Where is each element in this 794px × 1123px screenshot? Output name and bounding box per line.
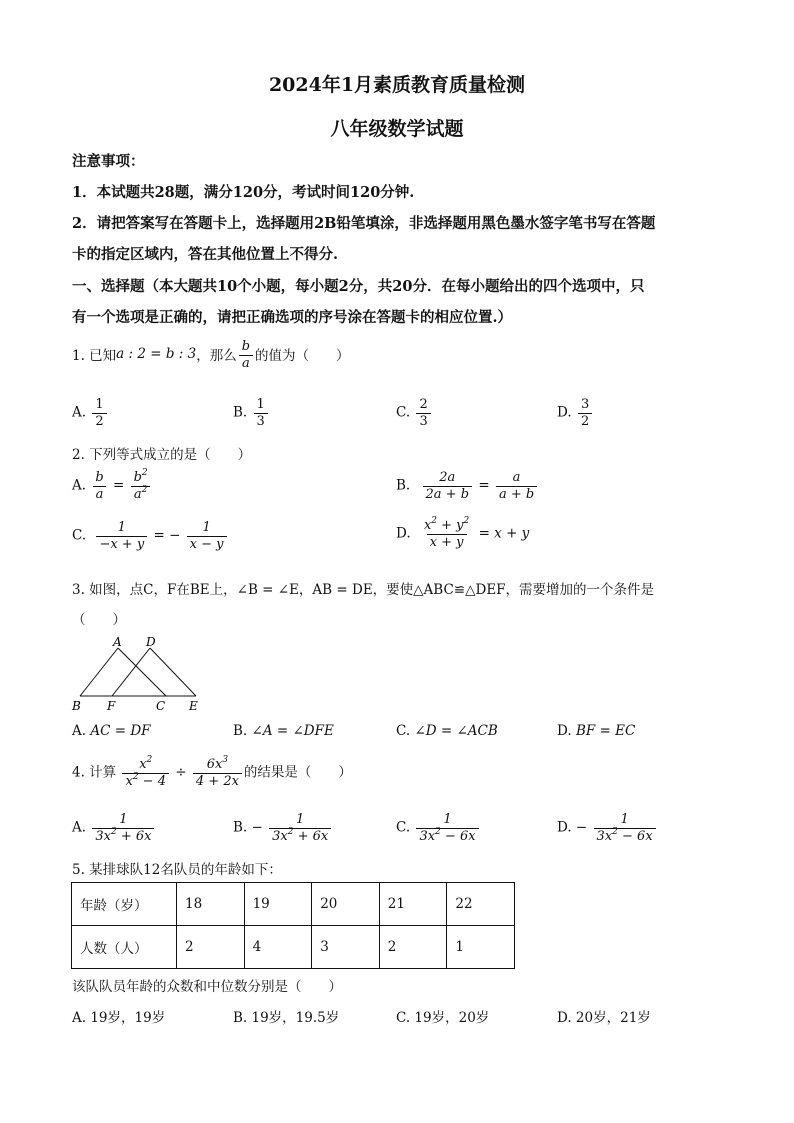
q5-option-d: D. 20岁，21岁 [557, 1010, 651, 1026]
q3-option-b: B. ∠A = ∠DFE [233, 723, 334, 739]
notes-line-2a: 2．请把答案写在答题卡上，选择题用2B铅笔填涂，非选择题用黑色墨水签字笔书写在答题 [72, 215, 656, 232]
notes-line-2b: 卡的指定区域内，答在其他位置上不得分. [72, 246, 339, 263]
q1-suffix: 的值为（ ） [255, 348, 350, 365]
point-e-label: E [189, 699, 198, 713]
triangles-figure [70, 635, 210, 713]
q1-mid: ，那么 [196, 348, 237, 365]
table-cell: 4 [244, 926, 312, 969]
q4-option-c: C. $\frac{1}{3x^2 - 6x}$ [396, 813, 481, 843]
point-d-label: D [146, 635, 156, 649]
line-ab [80, 648, 118, 696]
question-3-stem-line-2: （ ） [72, 612, 126, 628]
q4-option-b: B. − $\frac{1}{3x^2 + 6x}$ [233, 813, 333, 843]
table-cell: 1 [447, 926, 515, 969]
q2-option-b: B. $\frac{2a}{2a + b}$ = $\frac{a}{a + b}$ [396, 471, 539, 501]
notes-line-1: 1．本试题共28题，满分120分，考试时间120分钟. [72, 184, 415, 201]
q3-option-d: D. BF = EC [557, 723, 636, 739]
section-heading-line-1: 一、选择题（本大题共10个小题，每小题2分，共20分．在每小题给出的四个选项中，只 [72, 278, 645, 295]
table-row [72, 883, 515, 926]
q2-option-c: C. $\frac{1}{-x + y}$ = − $\frac{1}{x - y}$ [72, 521, 229, 551]
table-cell: 2 [177, 926, 245, 969]
table-cell: 18 [177, 883, 245, 926]
q2-option-d: D. $\frac{x^2 + y^2}{x + y}$ = x + y [396, 516, 530, 550]
question-5-question: 该队队员年龄的众数和中位数分别是（ ） [72, 979, 342, 995]
q3-option-a: A. AC = DF [72, 723, 151, 739]
q1-fraction: $\frac{b}{a}$ [239, 340, 253, 370]
question-1-stem [72, 340, 350, 370]
table-cell: 2 [379, 926, 447, 969]
table-cell: 21 [379, 883, 447, 926]
line-df [112, 648, 150, 696]
question-5-stem: 5. 某排球队12名队员的年龄如下： [72, 862, 282, 878]
q3-option-c: C. ∠D = ∠ACB [396, 723, 498, 739]
q1-option-b: B. $\frac{1}{3}$ [233, 398, 270, 428]
q1-option-d: D. $\frac{3}{2}$ [557, 398, 594, 428]
table-cell: 20 [312, 883, 380, 926]
table-cell: 3 [312, 926, 380, 969]
table-cell: 19 [244, 883, 312, 926]
q1-ratio: a : 2 = b : 3 [116, 346, 197, 363]
q1-prefix: 1. 已知 [72, 348, 117, 365]
point-c-label: C [156, 699, 166, 713]
table-row [72, 926, 515, 969]
point-f-label: F [107, 699, 116, 713]
q5-option-c: C. 19岁，20岁 [396, 1010, 490, 1026]
point-a-label: A [113, 635, 122, 649]
question-3-stem-line-1: 3. 如图，点C，F在BE上，∠B = ∠E，AB = DE，要使△ABC≌△DEF，需要增加的一个条件是 [72, 582, 655, 598]
section-heading-line-2: 有一个选项是正确的，请把正确选项的序号涂在答题卡的相应位置.） [72, 309, 513, 326]
q4-option-a: A. $\frac{1}{3x^2 + 6x}$ [72, 813, 156, 843]
table-cell: 年龄（岁） [72, 883, 177, 926]
q5-option-b: B. 19岁，19.5岁 [233, 1010, 340, 1026]
table-cell: 人数（人） [72, 926, 177, 969]
q1-option-c: C. $\frac{2}{3}$ [396, 398, 433, 428]
q2-option-a: A. $\frac{b}{a}$ = $\frac{b^2}{a^2}$ [72, 471, 153, 501]
line-de [150, 648, 196, 696]
notes-heading: 注意事项： [72, 153, 145, 170]
exam-title: 2024年1月素质教育质量检测 [268, 74, 526, 96]
q5-option-a: A. 19岁，19岁 [72, 1010, 166, 1026]
question-2-stem: 2. 下列等式成立的是（ ） [72, 447, 252, 463]
age-table [71, 882, 515, 969]
point-b-label: B [72, 699, 81, 713]
line-ac [118, 648, 166, 696]
q1-option-a: A. $\frac{1}{2}$ [72, 398, 109, 428]
q4-option-d: D. − $\frac{1}{3x^2 - 6x}$ [557, 813, 658, 843]
table-cell: 22 [447, 883, 515, 926]
exam-subtitle: 八年级数学试题 [330, 118, 464, 140]
question-4-stem: 4. 计算 $\frac{x^2}{x^2 - 4}$ ÷ $\frac{6x^3}{4 + 2x}$ 的结果是（ ） [72, 755, 352, 789]
